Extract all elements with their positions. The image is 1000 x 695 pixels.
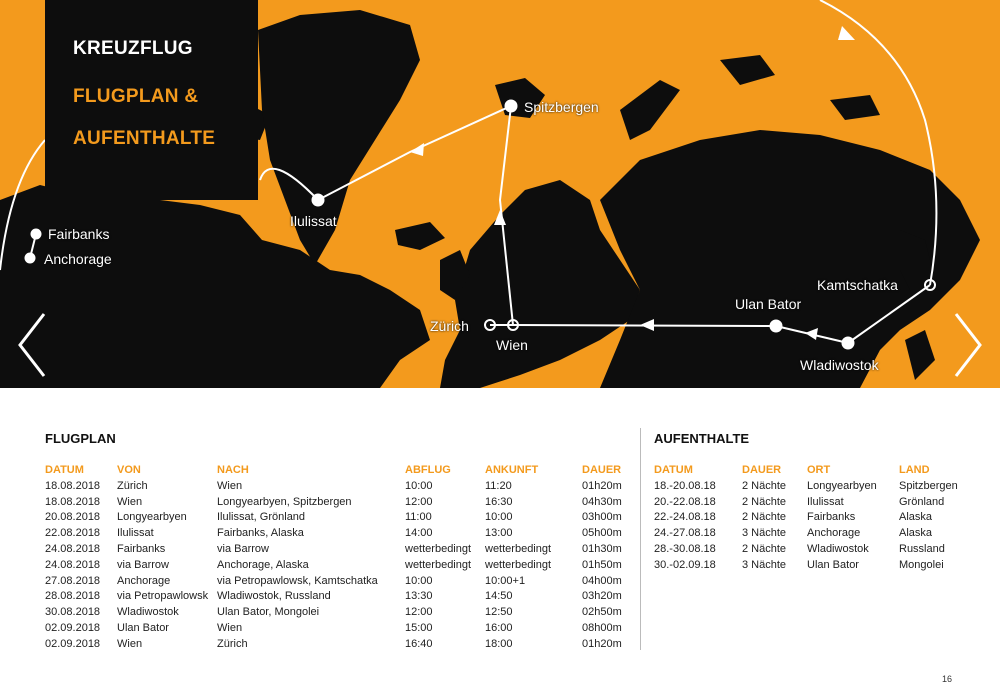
- table-row: [45, 525, 632, 541]
- city-label-wladiwostok: Wladiwostok: [800, 357, 879, 373]
- table-cell: Wien: [117, 495, 143, 508]
- table-cell: Longyearbyen, Spitzbergen: [217, 495, 352, 508]
- table-row: [45, 557, 632, 573]
- table-cell: 2 Nächte: [742, 479, 787, 492]
- table-cell: Fairbanks: [117, 543, 166, 556]
- table-cell: 16:30: [485, 495, 513, 508]
- city-label-spitzbergen: Spitzbergen: [524, 99, 599, 115]
- table-row: [654, 525, 969, 541]
- table-cell: via Barrow: [217, 543, 269, 556]
- col-header-nach: NACH: [217, 464, 249, 476]
- table-cell: Spitzbergen: [899, 479, 958, 492]
- table-cell: 02h50m: [582, 606, 622, 619]
- col-header-datum: DATUM: [654, 464, 693, 476]
- table-cell: 01h30m: [582, 543, 622, 556]
- col-header-ankunft: ANKUNFT: [485, 464, 539, 476]
- table-cell: 11:00: [405, 511, 432, 524]
- table-cell: 10:00: [405, 574, 433, 587]
- table-cell: 03h00m: [582, 511, 622, 524]
- table-cell: 3 Nächte: [742, 558, 787, 571]
- table-row: [654, 541, 969, 557]
- table-cell: 18.08.2018: [45, 479, 101, 492]
- table-cell: via Petropawlowsk: [117, 590, 209, 603]
- table-row: [654, 510, 969, 526]
- table-cell: via Petropawlowsk, Kamtschatka: [217, 574, 378, 587]
- aufenthalte-title: AUFENTHALTE: [654, 431, 750, 446]
- aufenthalte-header-row: [654, 462, 969, 478]
- prev-button[interactable]: [12, 310, 52, 380]
- city-label-fairbanks: Fairbanks: [48, 226, 110, 242]
- table-row: [45, 478, 632, 494]
- table-cell: Ilulissat, Grönland: [217, 511, 306, 524]
- col-header-ort: ORT: [807, 464, 831, 476]
- col-header-datum: DATUM: [45, 464, 84, 476]
- table-cell: 2 Nächte: [742, 543, 787, 556]
- table-cell: Ulan Bator: [807, 558, 859, 571]
- table-row: [45, 541, 632, 557]
- table-cell: Fairbanks, Alaska: [217, 527, 304, 540]
- arrow-east-arc: [838, 26, 855, 40]
- table-cell: 20.-22.08.18: [654, 495, 716, 508]
- next-button[interactable]: [948, 310, 988, 380]
- page-title: KREUZFLUG: [73, 38, 193, 59]
- page-subtitle-line2: AUFENTHALTE: [73, 128, 216, 149]
- table-cell: wetterbedingt: [405, 543, 472, 556]
- city-label-ilulissat: Ilulissat: [290, 213, 337, 229]
- table-cell: Alaska: [899, 527, 933, 540]
- table-cell: 13:00: [485, 527, 513, 540]
- col-header-land: LAND: [899, 464, 930, 476]
- table-cell: Wladiwostok, Russland: [217, 590, 331, 603]
- table-cell: 24.-27.08.18: [654, 527, 716, 540]
- table-cell: Wien: [217, 622, 243, 635]
- table-cell: 18:00: [485, 637, 513, 650]
- table-row: [45, 636, 632, 652]
- table-row: [45, 589, 632, 605]
- table-cell: Wladiwostok: [807, 543, 869, 556]
- table-cell: Wien: [117, 637, 143, 650]
- table-cell: Ulan Bator: [117, 622, 169, 635]
- table-cell: Grönland: [899, 495, 945, 508]
- table-cell: wetterbedingt: [485, 558, 552, 571]
- table-cell: Mongolei: [899, 558, 944, 571]
- table-cell: 24.08.2018: [45, 558, 101, 571]
- table-cell: 14:50: [485, 590, 513, 603]
- col-header-von: VON: [117, 464, 141, 476]
- arrow-west-1: [410, 143, 424, 156]
- aufenthalte-rows: [654, 478, 969, 573]
- table-cell: 2 Nächte: [742, 511, 787, 524]
- table-cell: 15:00: [405, 622, 433, 635]
- aufenthalte-table: [654, 462, 969, 573]
- page-number: 16: [941, 674, 952, 684]
- table-cell: Zürich: [217, 637, 248, 650]
- city-label-zurich: Zürich: [430, 318, 469, 334]
- table-cell: 13:30: [405, 590, 433, 603]
- flugplan-title: FLUGPLAN: [45, 431, 116, 446]
- col-header-dauer: DAUER: [742, 464, 782, 476]
- table-cell: 2 Nächte: [742, 495, 787, 508]
- table-cell: 30.-02.09.18: [654, 558, 716, 571]
- table-cell: 22.-24.08.18: [654, 511, 716, 524]
- table-cell: 11:20: [485, 479, 512, 492]
- chevron-right-icon: [948, 310, 988, 380]
- table-cell: 12:00: [405, 495, 433, 508]
- table-cell: 28.08.2018: [45, 590, 101, 603]
- table-cell: Anchorage, Alaska: [217, 558, 309, 571]
- table-cell: 18.08.2018: [45, 495, 101, 508]
- col-header-abflug: ABFLUG: [405, 464, 451, 476]
- table-cell: 04h30m: [582, 495, 622, 508]
- table-cell: Wien: [217, 479, 243, 492]
- table-cell: Ilulissat: [807, 495, 844, 508]
- table-cell: Anchorage: [807, 527, 861, 540]
- table-cell: 12:50: [485, 606, 513, 619]
- table-cell: wetterbedingt: [485, 543, 552, 556]
- section-divider: [640, 428, 641, 650]
- table-cell: wetterbedingt: [405, 558, 472, 571]
- table-cell: 10:00: [485, 511, 513, 524]
- table-cell: 20.08.2018: [45, 511, 101, 524]
- marker-fairbanks: [31, 229, 41, 239]
- table-row: [654, 494, 969, 510]
- table-cell: Russland: [899, 543, 945, 556]
- table-cell: 02.09.2018: [45, 622, 101, 635]
- table-row: [45, 494, 632, 510]
- table-row: [45, 604, 632, 620]
- page-subtitle-line1: FLUGPLAN &: [73, 86, 199, 107]
- table-cell: 14:00: [405, 527, 433, 540]
- table-cell: via Barrow: [117, 558, 169, 571]
- table-cell: 16:00: [485, 622, 513, 635]
- marker-anchorage: [25, 253, 35, 263]
- table-cell: 30.08.2018: [45, 606, 101, 619]
- table-cell: Anchorage: [117, 574, 171, 587]
- title-box: [45, 0, 258, 200]
- table-cell: Longyearbyen: [117, 511, 187, 524]
- table-cell: 22.08.2018: [45, 527, 101, 540]
- table-cell: 18.-20.08.18: [654, 479, 716, 492]
- marker-spitzbergen: [505, 100, 517, 112]
- table-row: [45, 573, 632, 589]
- table-cell: 12:00: [405, 606, 433, 619]
- flugplan-header-row: [45, 462, 632, 478]
- city-label-anchorage: Anchorage: [44, 251, 112, 267]
- table-cell: 10:00: [405, 479, 433, 492]
- table-cell: 08h00m: [582, 622, 622, 635]
- table-cell: Wladiwostok: [117, 606, 179, 619]
- table-row: [45, 510, 632, 526]
- table-cell: Fairbanks: [807, 511, 856, 524]
- table-cell: Zürich: [117, 479, 148, 492]
- table-cell: 3 Nächte: [742, 527, 787, 540]
- table-cell: Alaska: [899, 511, 933, 524]
- city-label-kamtschatka: Kamtschatka: [817, 277, 898, 293]
- table-row: [654, 557, 969, 573]
- table-cell: 01h20m: [582, 479, 622, 492]
- marker-ulanbator: [770, 320, 782, 332]
- table-cell: 27.08.2018: [45, 574, 101, 587]
- flugplan-table: [45, 462, 632, 652]
- city-label-wien: Wien: [496, 337, 528, 353]
- table-cell: 10:00+1: [485, 574, 526, 587]
- table-cell: 01h50m: [582, 558, 622, 571]
- table-cell: 01h20m: [582, 637, 622, 650]
- table-cell: 28.-30.08.18: [654, 543, 716, 556]
- table-cell: 03h20m: [582, 590, 622, 603]
- table-row: [45, 620, 632, 636]
- col-header-dauer: DAUER: [582, 464, 622, 476]
- table-cell: 04h00m: [582, 574, 622, 587]
- table-cell: 24.08.2018: [45, 543, 101, 556]
- table-cell: 16:40: [405, 637, 433, 650]
- marker-ilulissat: [312, 194, 324, 206]
- table-cell: Longyearbyen: [807, 479, 877, 492]
- table-cell: 02.09.2018: [45, 637, 101, 650]
- table-cell: 05h00m: [582, 527, 622, 540]
- city-label-ulanbator: Ulan Bator: [735, 296, 802, 312]
- table-cell: Ulan Bator, Mongolei: [217, 606, 320, 619]
- chevron-left-icon: [12, 310, 52, 380]
- marker-wladiwostok: [842, 337, 854, 349]
- flugplan-rows: [45, 478, 632, 652]
- table-row: [654, 478, 969, 494]
- table-cell: Ilulissat: [117, 527, 154, 540]
